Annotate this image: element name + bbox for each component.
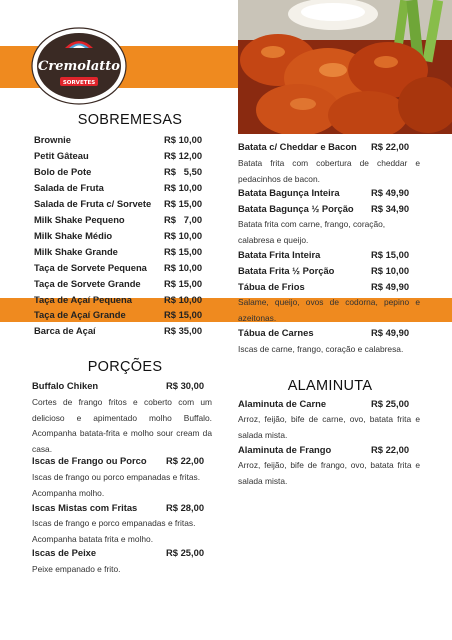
menu-item: Batata Frita ½ Porção R$ 10,00 [238,265,410,276]
buffalo-wings-photo [238,0,452,134]
porcoes-title: PORÇÕES [87,359,163,375]
menu-item: Batata c/ Cheddar e Bacon R$ 22,00 [238,141,410,152]
menu-item: Batata Bagunça ½ Porção R$ 34,90 [238,203,410,214]
item-description: Batata frita com carne, frango, coração, calabresa e queijo. [238,219,386,245]
menu-item: Tábua de Carnes R$ 49,90 [238,327,410,338]
sobremesas-title: SOBREMESAS [77,112,183,128]
menu-item: Barca de Açaí R$ 35,00 [34,325,203,336]
menu-item: Taça de Açaí Grande R$ 15,00 [34,309,203,320]
logo-badge-icon [30,24,128,106]
cremolatto-logo [30,24,128,106]
menu-item: Alaminuta de Frango R$ 22,00 [238,444,410,455]
menu-item: Tábua de Frios R$ 49,90 [238,281,410,292]
menu-item: Taça de Sorvete Pequena R$ 10,00 [34,262,203,273]
menu-item: Iscas de Peixe R$ 25,00 [32,547,205,558]
item-description: Peixe empanado e frito. [32,564,121,574]
item-description: Iscas de frango e porco empanadas e fritas. Acompanha batata frita e molho. [32,518,196,544]
item-description: Arroz, feijão, bife de frango, ovo, batata frita e salada mista. [238,460,420,486]
menu-item: Batata Frita Inteira R$ 15,00 [238,249,410,260]
alaminuta-title: ALAMINUTA [287,378,373,394]
menu-item: Alaminuta de Carne R$ 25,00 [238,398,410,409]
logo-wordmark: Cremolatto [38,59,120,74]
menu-item: Taça de Açaí Pequena R$ 10,00 [34,294,203,305]
menu-item: Iscas de Frango ou Porco R$ 22,00 [32,455,205,466]
menu-item: Milk Shake Pequeno R$ 7,00 [34,214,203,225]
menu-item: Iscas Mistas com Fritas R$ 28,00 [32,502,205,513]
item-description: Iscas de frango ou porco empanadas e fritas. Acompanha molho. [32,472,201,498]
menu-item: Salada de Fruta c/ Sorvete R$ 15,00 [34,198,203,209]
menu-item: Milk Shake Médio R$ 10,00 [34,230,203,241]
menu-item: Petit Gâteau R$ 12,00 [34,150,203,161]
menu-item: Milk Shake Grande R$ 15,00 [34,246,203,257]
item-description: Iscas de carne, frango, coração e calabresa. [238,344,404,354]
menu-item: Buffalo Chiken R$ 30,00 [32,380,205,391]
menu-item: Salada de Fruta R$ 10,00 [34,182,203,193]
logo-tagline: SORVETES [62,80,96,86]
item-description: Arroz, feijão, bife de carne, ovo, batata frita e salada mista. [238,414,420,440]
item-description: Batata frita com cobertura de cheddar e pedacinhos de bacon. [238,158,420,184]
menu-item: Batata Bagunça Inteira R$ 49,90 [238,187,410,198]
menu-item: Brownie R$ 10,00 [34,134,203,145]
item-description: Cortes de frango fritos e coberto com um delicioso e apimentado molho Buffalo. Acompanha batata-frita e molho sour cream da casa. [32,397,212,454]
item-description: Salame, queijo, ovos de codorna, pepino e azeitonas. [238,297,420,323]
menu-item: Taça de Sorvete Grande R$ 15,00 [34,278,203,289]
menu-item: Bolo de Pote R$ 5,50 [34,166,203,177]
